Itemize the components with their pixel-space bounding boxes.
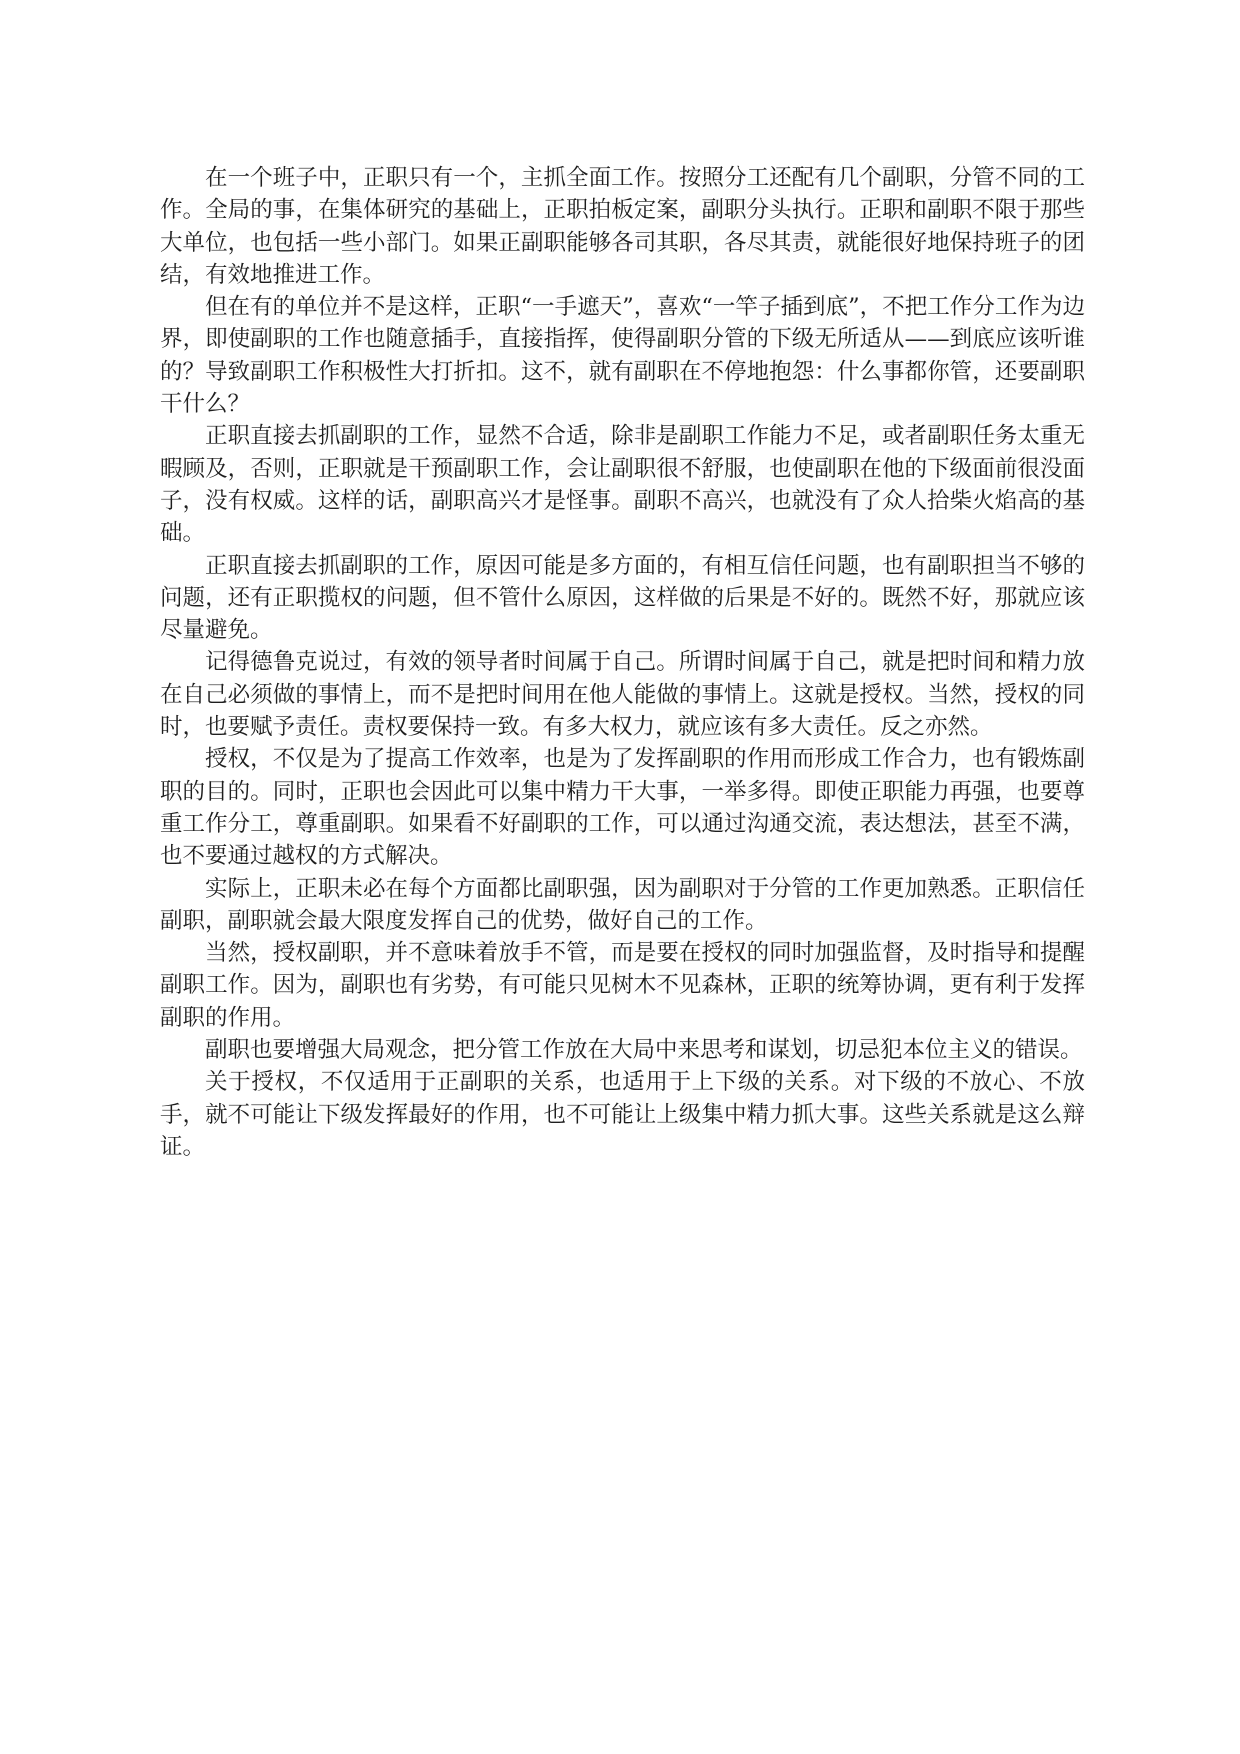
paragraph-2: 但在有的单位并不是这样，正职“一手遮天”，喜欢“一竿子插到底”，不把工作分工作为边界，即使副职的工作也随意插手，直接指挥，使得副职分管的下级无所适从——到底应该听谁的？导致副职工作积极性大打折扣。这不，就有副职在不停地抱怨：什么事都你管，还要副职干什么？ [160,294,1085,418]
paragraph-6: 授权，不仅是为了提高工作效率，也是为了发挥副职的作用而形成工作合力，也有锻炼副职的目的。同时，正职也会因此可以集中精力干大事，一举多得。即使正职能力再强，也要尊重工作分工，尊重副职。如果看不好副职的工作，可以通过沟通交流，表达想法，甚至不满，也不要通过越权的方式解决。 [160,746,1085,870]
paragraph-8: 当然，授权副职，并不意味着放手不管，而是要在授权的同时加强监督，及时指导和提醒副职工作。因为，副职也有劣势，有可能只见树木不见森林，正职的统筹协调，更有利于发挥副职的作用。 [160,940,1085,1031]
paragraph-7: 实际上，正职未必在每个方面都比副职强，因为副职对于分管的工作更加熟悉。正职信任副职，副职就会最大限度发挥自己的优势，做好自己的工作。 [160,875,1085,934]
paragraph-9: 副职也要增强大局观念，把分管工作放在大局中来思考和谋划，切忌犯本位主义的错误。 [205,1037,1083,1064]
paragraph-10: 关于授权，不仅适用于正副职的关系，也适用于上下级的关系。对下级的不放心、不放手，就不可能让下级发挥最好的作用，也不可能让上级集中精力抓大事。这些关系就是这么辩证。 [160,1069,1085,1160]
document-body [160,162,1085,1163]
paragraph-3: 正职直接去抓副职的工作，显然不合适，除非是副职工作能力不足，或者副职任务太重无暇顾及，否则，正职就是干预副职工作，会让副职很不舒服，也使副职在他的下级面前很没面子，没有权威。这样的话，副职高兴才是怪事。副职不高兴，也就没有了众人拾柴火焰高的基础。 [160,423,1085,547]
paragraph-4: 正职直接去抓副职的工作，原因可能是多方面的，有相互信任问题，也有副职担当不够的问题，还有正职揽权的问题，但不管什么原因，这样做的后果是不好的。既然不好，那就应该尽量避免。 [160,552,1085,644]
paragraph-1: 在一个班子中，正职只有一个，主抓全面工作。按照分工还配有几个副职，分管不同的工作。全局的事，在集体研究的基础上，正职拍板定案，副职分头执行。正职和副职不限于那些大单位，也包括一些小部门。如果正副职能够各司其职，各尽其责，就能很好地保持班子的团结，有效地推进工作。 [160,165,1085,288]
paragraph-5: 记得德鲁克说过，有效的领导者时间属于自己。所谓时间属于自己，就是把时间和精力放在自己必须做的事情上，而不是把时间用在他人能做的事情上。这就是授权。当然，授权的同时，也要赋予责任。责权要保持一致。有多大权力，就应该有多大责任。反之亦然。 [160,649,1085,741]
